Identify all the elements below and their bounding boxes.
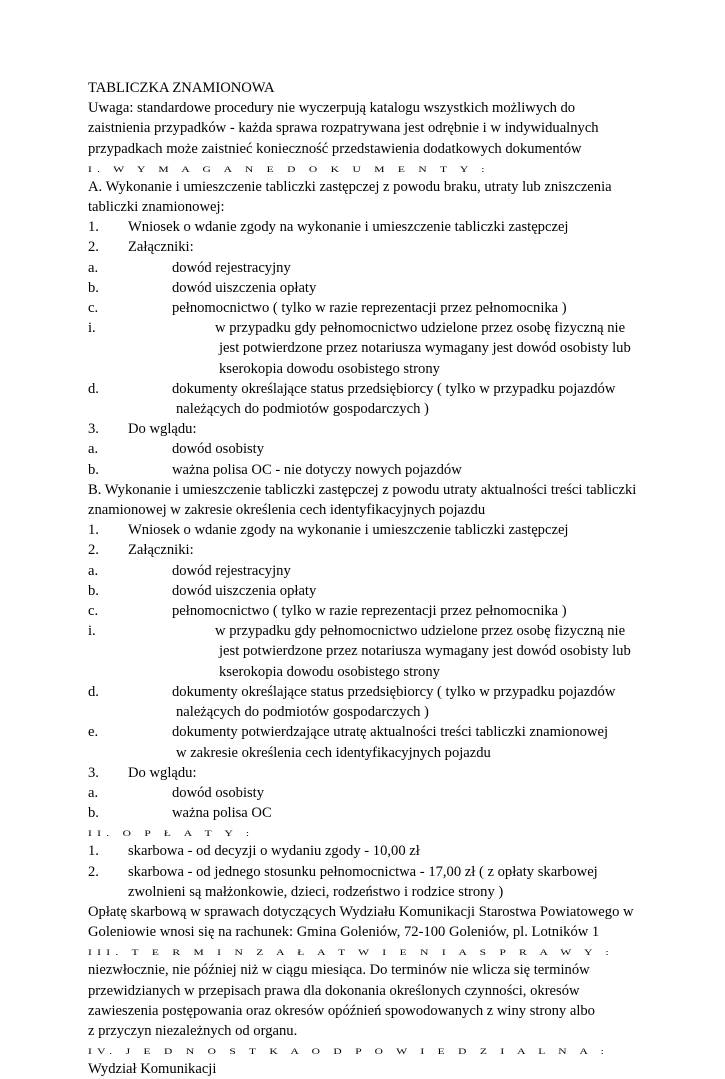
list-item-text xyxy=(152,682,700,722)
list-item-text xyxy=(200,621,700,682)
list-item-line: w przypadku gdy pełnomocnictwo udzielone przez osobę fizyczną nie xyxy=(215,320,626,337)
document-body xyxy=(88,78,700,1079)
list-marker: a. xyxy=(88,784,99,801)
fees-note-line: Goleniowie wnosi się na rachunek: Gmina Goleniów, 72-100 Goleniów, pl. Lotników 1 xyxy=(88,924,600,941)
list-item xyxy=(88,581,700,601)
list-marker: e. xyxy=(88,724,99,741)
list-item-line: w zakresie określenia cech identyfikacyjnych pojazdu xyxy=(176,744,491,761)
section-heading-unit: IV. J E D N O S T K A O D P O W I E D Z I A L N A : xyxy=(88,1047,610,1057)
list-item xyxy=(88,841,700,861)
list-item xyxy=(88,763,700,783)
note-line: przypadkach może zaistnieć konieczność przedstawienia dodatkowych dokumentów xyxy=(88,140,582,157)
list-marker: c. xyxy=(88,603,99,620)
list-item-line: należących do podmiotów gospodarczych ) xyxy=(176,704,429,721)
list-item xyxy=(88,318,700,379)
list-item-line: dokumenty potwierdzające utratę aktualności treści tabliczki znamionowej xyxy=(172,724,609,741)
list-item-text: Wniosek o wdanie zgody na wykonanie i umieszczenie tabliczki zastępczej xyxy=(128,219,569,236)
list-item xyxy=(88,862,700,902)
list-item-text: ważna polisa OC xyxy=(172,805,272,822)
list-marker: 1. xyxy=(88,219,99,236)
list-item-line: jest potwierdzone przez notariusza wymagany jest dowód osobisty lub xyxy=(219,340,631,357)
list-marker: b. xyxy=(88,805,99,822)
list-item-line: zwolnieni są małżonkowie, dzieci, rodzeństwo i rodzice strony ) xyxy=(128,883,504,900)
list-marker: d. xyxy=(88,380,99,397)
list-marker: 1. xyxy=(88,522,99,539)
document-title: TABLICZKA ZNAMIONOWA xyxy=(88,80,275,96)
list-item xyxy=(88,540,700,560)
list-item xyxy=(88,237,700,257)
list-item-text: Załączniki: xyxy=(128,239,194,256)
list-item-text: ważna polisa OC - nie dotyczy nowych pojazdów xyxy=(172,461,462,478)
deadline-line: niezwłocznie, nie później niż w ciągu miesiąca. Do terminów nie wlicza się terminów xyxy=(88,962,590,979)
list-item xyxy=(88,682,700,722)
list-marker: c. xyxy=(88,300,99,317)
list-item-text: dowód osobisty xyxy=(172,784,265,801)
list-item-text: dowód osobisty xyxy=(172,441,265,458)
list-marker: b. xyxy=(88,279,99,296)
list-marker: 2. xyxy=(88,542,99,559)
note-line: Uwaga: standardowe procedury nie wyczerpują katalogu wszystkich możliwych do xyxy=(88,100,576,117)
list-item-line: w przypadku gdy pełnomocnictwo udzielone przez osobę fizyczną nie xyxy=(215,623,626,640)
list-item-text: skarbowa - od decyzji o wydaniu zgody - 10,00 zł xyxy=(128,843,420,860)
list-item-line: dokumenty określające status przedsiębiorcy ( tylko w przypadku pojazdów xyxy=(172,380,616,397)
deadline-line: przewidzianych w przepisach prawa dla dokonania określonych czynności, okresów xyxy=(88,982,580,999)
list-marker: 2. xyxy=(88,239,99,256)
list-marker: b. xyxy=(88,582,99,599)
list-marker: 2. xyxy=(88,863,99,880)
responsible-unit: Wydział Komunikacji xyxy=(88,1061,217,1078)
list-item-text xyxy=(152,379,700,419)
list-marker: i. xyxy=(88,320,96,337)
list-item xyxy=(88,278,700,298)
list-item xyxy=(88,439,700,459)
list-item xyxy=(88,258,700,278)
list-item xyxy=(88,298,700,318)
list-item-text xyxy=(200,318,700,379)
list-item-text: pełnomocnictwo ( tylko w razie reprezentacji przez pełnomocnika ) xyxy=(172,603,567,620)
list-item-text: dowód rejestracyjny xyxy=(172,259,291,276)
list-item xyxy=(88,722,700,762)
fees-list xyxy=(88,841,700,902)
list-item-text: Do wglądu: xyxy=(128,764,197,781)
list-item-text: Wniosek o wdanie zgody na wykonanie i umieszczenie tabliczki zastępczej xyxy=(128,522,569,539)
deadline-line: zawieszenia postępowania oraz okresów opóźnień spowodowanych z winy strony albo xyxy=(88,1002,595,1019)
list-item-text: Załączniki: xyxy=(128,542,194,559)
list-item xyxy=(88,803,700,823)
list-item xyxy=(88,561,700,581)
list-item-line: dokumenty określające status przedsiębiorcy ( tylko w przypadku pojazdów xyxy=(172,683,616,700)
fees-note-line: Opłatę skarbową w sprawach dotyczących Wydziału Komunikacji Starostwa Powiatowego w xyxy=(88,903,634,920)
list-item-line: kserokopia dowodu osobistego strony xyxy=(219,360,440,377)
list-item-line: kserokopia dowodu osobistego strony xyxy=(219,663,440,680)
list-item xyxy=(88,601,700,621)
list-item xyxy=(88,621,700,682)
section-heading-fees: II. O P Ł A T Y : xyxy=(88,829,255,839)
list-item-line: należących do podmiotów gospodarczych ) xyxy=(176,401,429,418)
list-item xyxy=(88,783,700,803)
list-item xyxy=(88,419,700,439)
list-marker: a. xyxy=(88,441,99,458)
list-marker: d. xyxy=(88,683,99,700)
list-marker: a. xyxy=(88,259,99,276)
case-a-intro: tabliczki znamionowej: xyxy=(88,199,225,216)
list-item xyxy=(88,460,700,480)
list-marker: 3. xyxy=(88,421,99,438)
case-b-intro: znamionowej w zakresie określenia cech identyfikacyjnych pojazdu xyxy=(88,502,486,519)
deadline-line: z przyczyn niezależnych od organu. xyxy=(88,1022,298,1039)
list-item xyxy=(88,520,700,540)
list-item-text: dowód uiszczenia opłaty xyxy=(172,279,317,296)
list-item-text xyxy=(110,862,700,902)
section-heading-documents: I. W Y M A G A N E D O K U M E N T Y : xyxy=(88,164,490,174)
case-a-list xyxy=(88,217,700,480)
list-marker: i. xyxy=(88,623,96,640)
case-b-list xyxy=(88,520,700,823)
case-a-intro: A. Wykonanie i umieszczenie tabliczki zastępczej z powodu braku, utraty lub zniszczenia xyxy=(88,178,612,195)
list-item-text: Do wglądu: xyxy=(128,421,197,438)
list-item-line: skarbowa - od jednego stosunku pełnomocnictwa - 17,00 zł ( z opłaty skarbowej xyxy=(128,863,598,880)
list-marker: a. xyxy=(88,562,99,579)
list-item-line: jest potwierdzone przez notariusza wymagany jest dowód osobisty lub xyxy=(219,643,631,660)
list-item-text: dowód rejestracyjny xyxy=(172,562,291,579)
list-marker: 1. xyxy=(88,843,99,860)
list-item-text: dowód uiszczenia opłaty xyxy=(172,582,317,599)
list-item-text xyxy=(152,722,700,762)
list-item-text: pełnomocnictwo ( tylko w razie reprezentacji przez pełnomocnika ) xyxy=(172,300,567,317)
section-heading-deadline: III. T E R M I N Z A Ł A T W I E N I A S P R A W Y : xyxy=(88,948,614,958)
note-line: zaistnienia przypadków - każda sprawa rozpatrywana jest odrębnie i w indywidualnych xyxy=(88,120,599,137)
list-marker: 3. xyxy=(88,764,99,781)
list-item xyxy=(88,217,700,237)
list-item xyxy=(88,379,700,419)
case-b-intro: B. Wykonanie i umieszczenie tabliczki zastępczej z powodu utraty aktualności treści tabliczki xyxy=(88,481,637,498)
list-marker: b. xyxy=(88,461,99,478)
note-paragraph xyxy=(88,98,700,159)
